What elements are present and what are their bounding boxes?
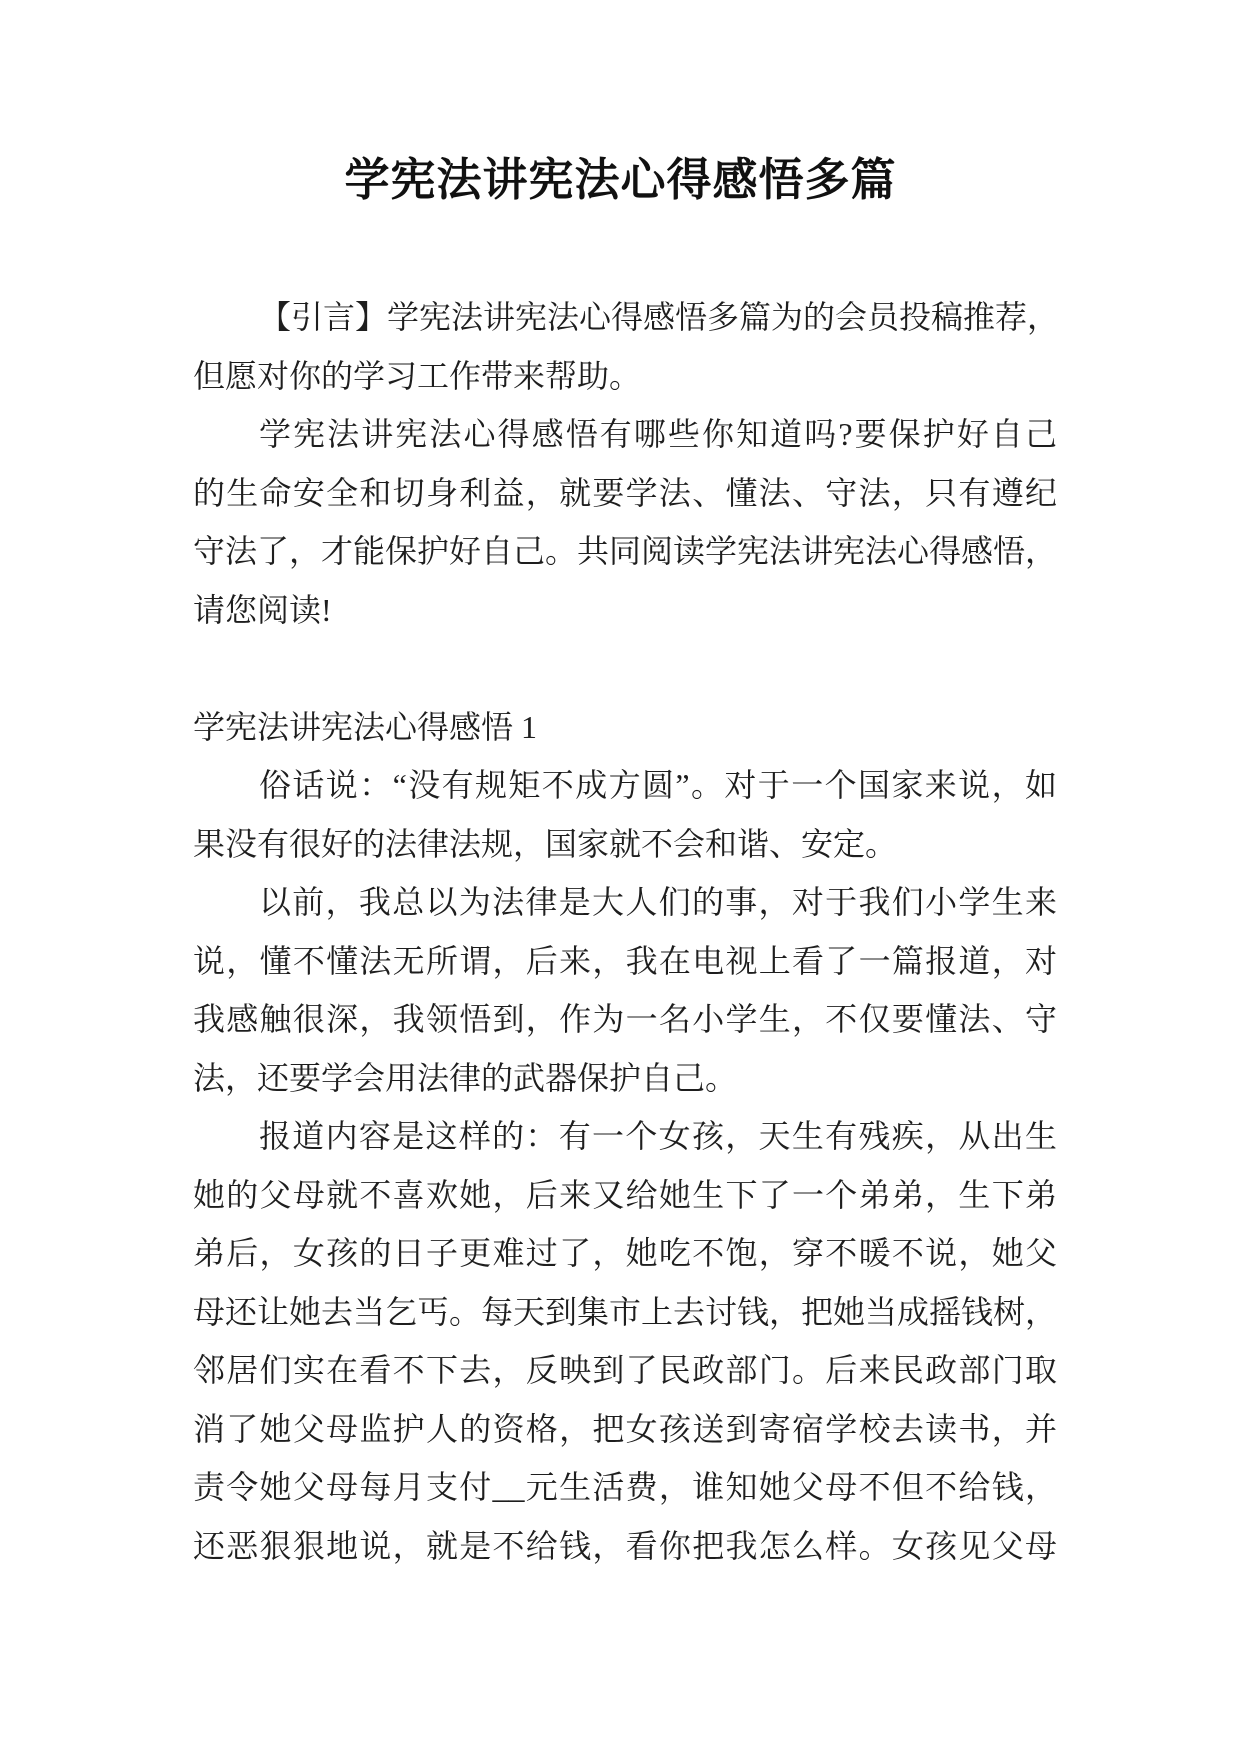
paragraph-line: 的生命安全和切身利益，就要学法、懂法、守法，只有遵纪 <box>193 474 1057 511</box>
paragraph-line: 弟后，女孩的日子更难过了，她吃不饱，穿不暖不说，她父 <box>193 1235 1057 1271</box>
paragraph-line: 请您阅读! <box>193 591 332 628</box>
intro-paragraph <box>193 288 1060 405</box>
paragraph-line: 果没有很好的法律法规，国家就不会和谐、安定。 <box>193 825 898 862</box>
paragraph-line: 守法了，才能保护好自己。共同阅读学宪法讲宪法心得感悟， <box>193 533 1058 569</box>
section <box>193 698 1057 1576</box>
paragraph-line: 母还让她去当乞丐。每天到集市上去讨钱，把她当成摇钱树， <box>193 1293 1058 1330</box>
paragraph-line: 还恶狠狠地说，就是不给钱，看你把我怎么样。女孩见父母 <box>193 1527 1057 1564</box>
paragraph-line: 但愿对你的学习工作带来帮助。 <box>193 357 642 394</box>
section-heading: 学宪法讲宪法心得感悟 1 <box>193 708 538 745</box>
paragraph-line: 她的父母就不喜欢她，后来又给她生下了一个弟弟，生下弟 <box>193 1176 1057 1213</box>
paragraph <box>193 756 1057 873</box>
document-body <box>193 288 1060 1575</box>
paragraph-line: 我感触很深，我领悟到，作为一名小学生，不仅要懂法、守 <box>193 1001 1057 1037</box>
paragraph <box>193 1107 1057 1575</box>
paragraph-line: 说，懂不懂法无所谓，后来，我在电视上看了一篇报道，对 <box>193 942 1057 979</box>
paragraph-line: 学宪法讲宪法心得感悟有哪些你知道吗?要保护好自己 <box>259 416 1057 452</box>
paragraph-line: 消了她父母监护人的资格，把女孩送到寄宿学校去读书，并 <box>193 1410 1057 1447</box>
paragraph <box>193 873 1057 1107</box>
intro-paragraph <box>193 405 1057 639</box>
paragraph-line: 责令她父母每月支付__元生活费，谁知她父母不但不给钱， <box>193 1469 1057 1505</box>
paragraph-line: 以前，我总以为法律是大人们的事，对于我们小学生来 <box>259 884 1057 920</box>
paragraph-line: 邻居们实在看不下去，反映到了民政部门。后来民政部门取 <box>193 1352 1057 1388</box>
paragraph-line: 报道内容是这样的：有一个女孩，天生有残疾，从出生 <box>259 1118 1057 1154</box>
paragraph-line: 法，还要学会用法律的武器保护自己。 <box>193 1059 738 1096</box>
paragraph-line: 【引言】学宪法讲宪法心得感悟多篇为的会员投稿推荐， <box>259 299 1060 335</box>
document-title: 学宪法讲宪法心得感悟多篇 <box>344 155 897 205</box>
paragraph-line: 俗话说：“没有规矩不成方圆”。对于一个国家来说，如 <box>259 767 1057 803</box>
